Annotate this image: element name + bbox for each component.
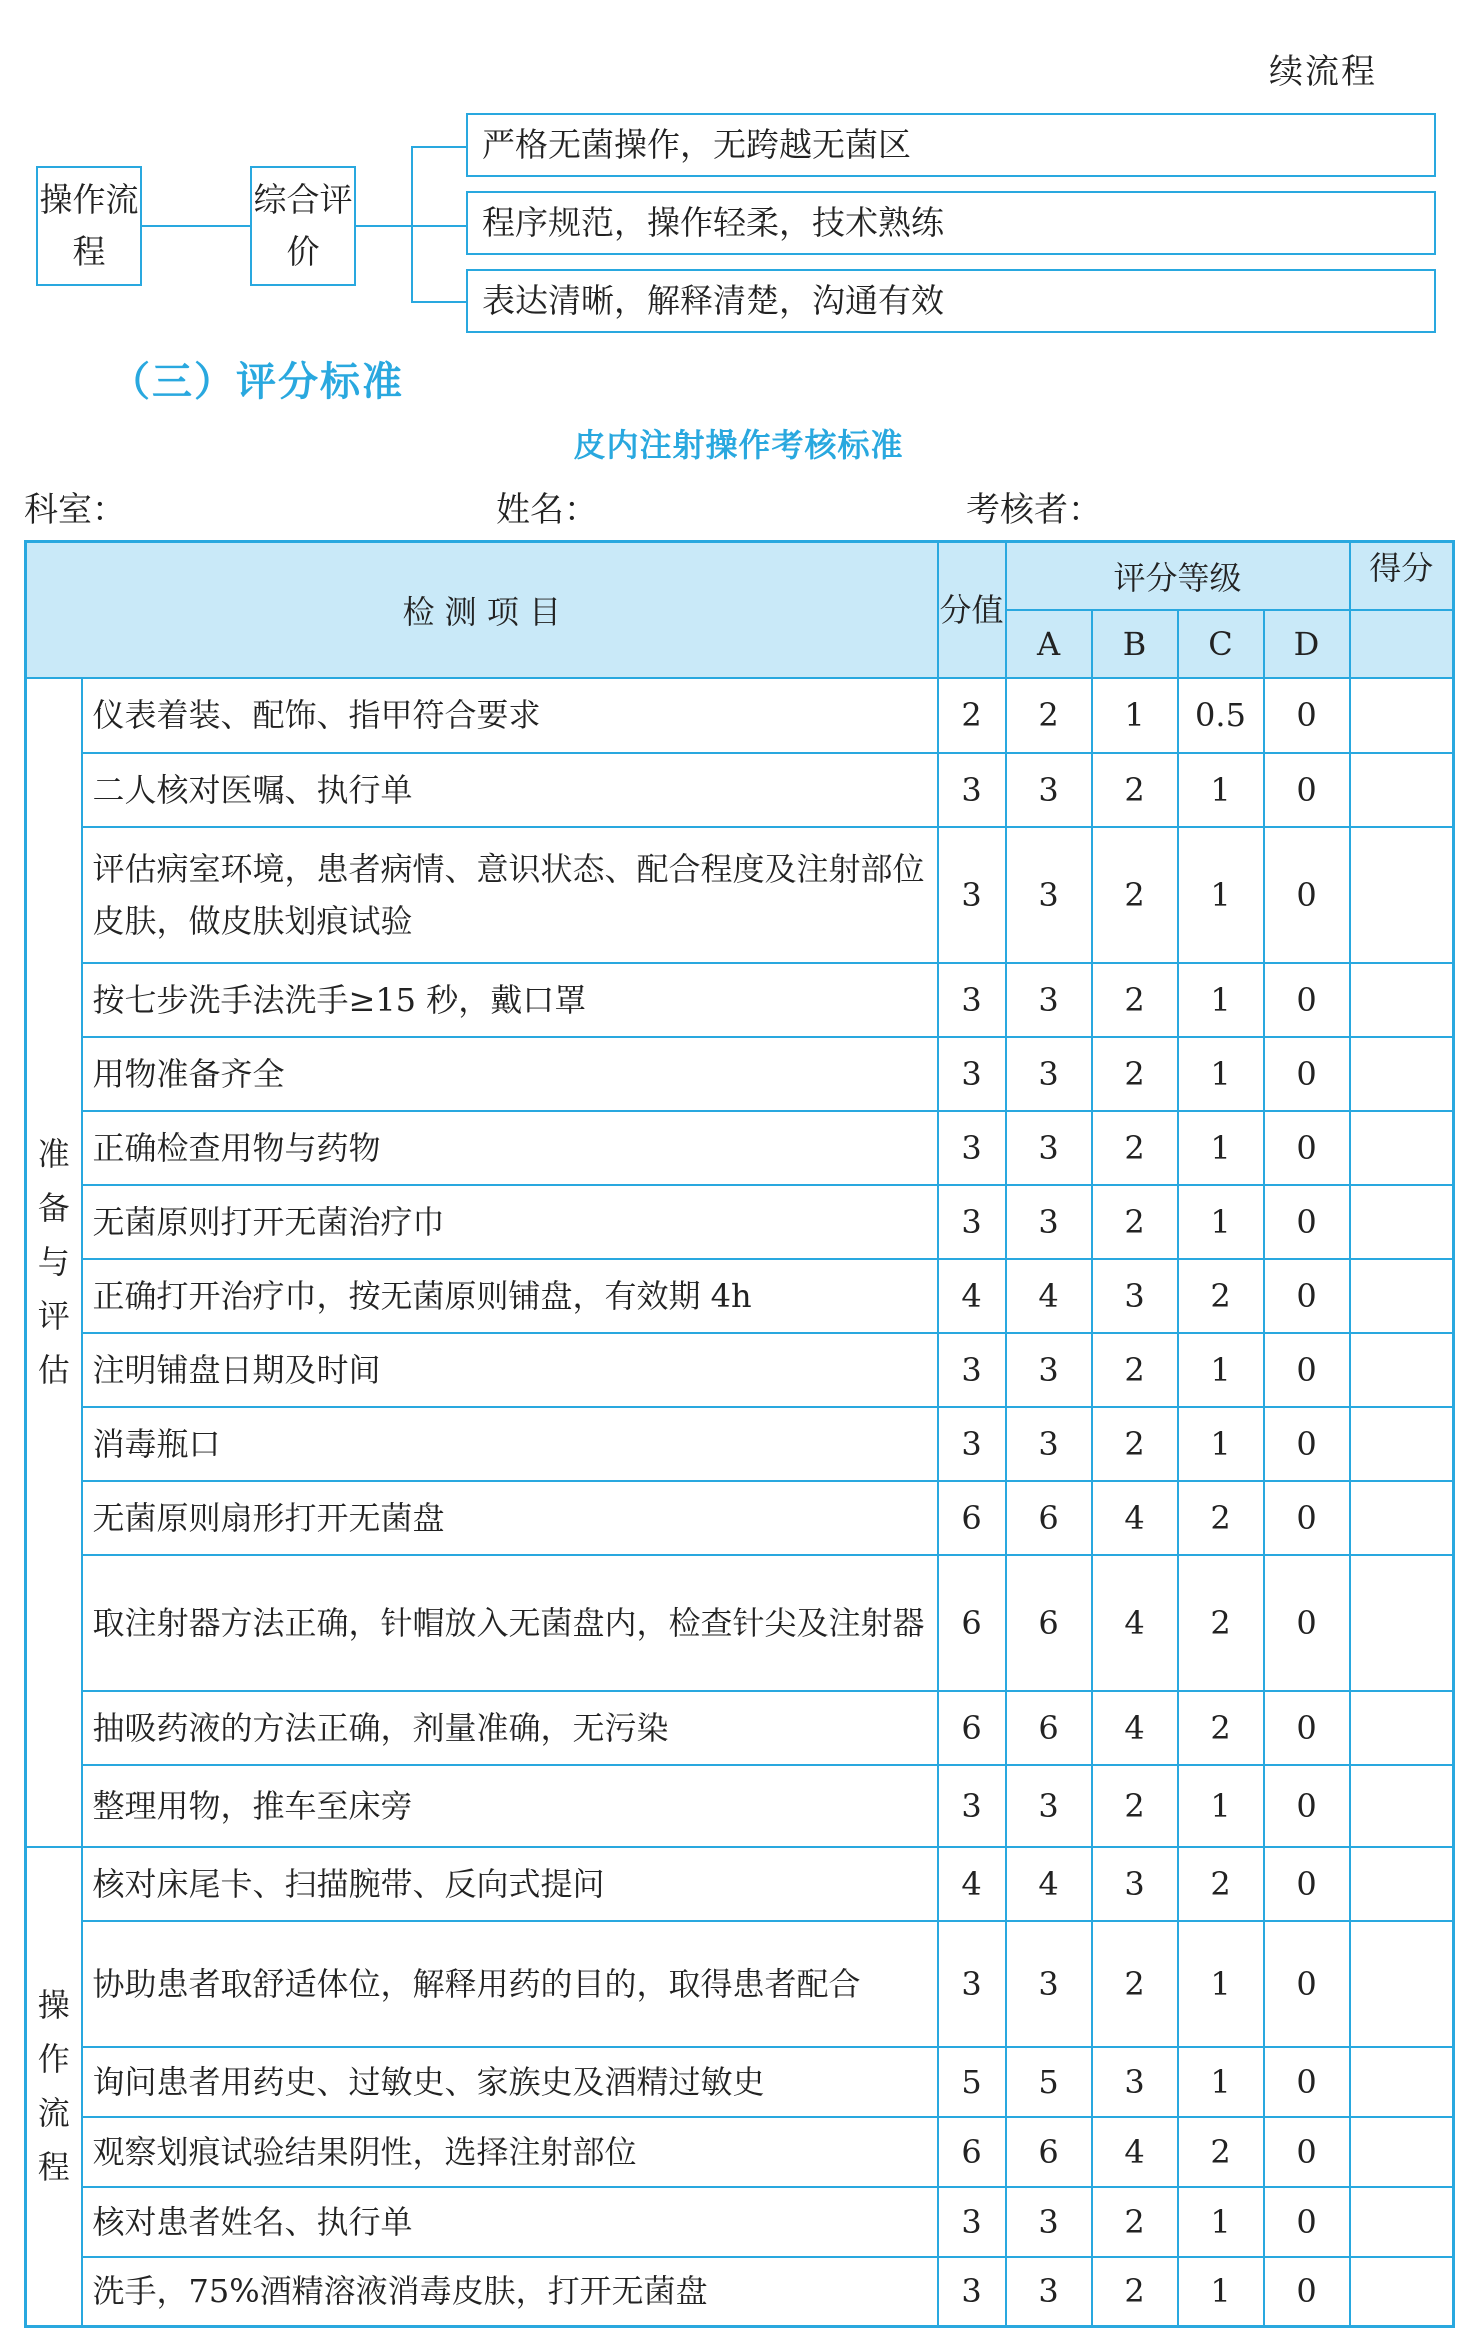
grade-c-cell: 2 <box>1178 1691 1264 1765</box>
flow-node-evaluation: 综合评价 <box>250 166 356 286</box>
category-cell: 操 作 流 程 <box>26 1847 82 2327</box>
item-cell: 协助患者取舒适体位，解释用药的目的，取得患者配合 <box>82 1921 938 2047</box>
grade-b-cell: 2 <box>1092 2187 1178 2257</box>
score-cell <box>1350 963 1454 1037</box>
item-cell: 正确检查用物与药物 <box>82 1111 938 1185</box>
score-cell <box>1350 1037 1454 1111</box>
grade-b-cell: 2 <box>1092 1921 1178 2047</box>
grade-a-cell: 3 <box>1006 1037 1092 1111</box>
header-value: 分值 <box>938 542 1006 678</box>
grade-d-cell: 0 <box>1264 1259 1350 1333</box>
item-cell: 无菌原则打开无菌治疗巾 <box>82 1185 938 1259</box>
item-cell: 二人核对医嘱、执行单 <box>82 753 938 827</box>
grade-b-cell: 2 <box>1092 1333 1178 1407</box>
grade-c-cell: 2 <box>1178 1555 1264 1691</box>
table-row <box>26 2117 1454 2187</box>
value-cell: 6 <box>938 1691 1006 1765</box>
grade-a-cell: 6 <box>1006 1481 1092 1555</box>
table-row <box>26 1481 1454 1555</box>
grade-a-cell: 3 <box>1006 1921 1092 2047</box>
grade-b-cell: 2 <box>1092 1111 1178 1185</box>
section-title: （三）评分标准 <box>110 359 404 405</box>
score-cell <box>1350 1333 1454 1407</box>
score-cell <box>1350 1407 1454 1481</box>
name-field: 姓名： <box>496 490 598 530</box>
table-row <box>26 1037 1454 1111</box>
flow-criterion: 严格无菌操作，无跨越无菌区 <box>466 113 1436 177</box>
value-cell: 4 <box>938 1847 1006 1921</box>
value-cell: 6 <box>938 1555 1006 1691</box>
flow-connector <box>142 225 250 227</box>
grade-c-cell: 1 <box>1178 1765 1264 1847</box>
item-cell: 注明铺盘日期及时间 <box>82 1333 938 1407</box>
grade-d-cell: 0 <box>1264 2257 1350 2327</box>
scoring-table <box>24 540 1455 2328</box>
grade-d-cell: 0 <box>1264 1921 1350 2047</box>
score-cell <box>1350 2047 1454 2117</box>
grade-d-cell: 0 <box>1264 827 1350 963</box>
table-row <box>26 1259 1454 1333</box>
grade-d-cell: 0 <box>1264 1111 1350 1185</box>
item-cell: 用物准备齐全 <box>82 1037 938 1111</box>
table-row <box>26 1555 1454 1691</box>
flow-criterion: 表达清晰，解释清楚，沟通有效 <box>466 269 1436 333</box>
item-cell: 消毒瓶口 <box>82 1407 938 1481</box>
grade-d-cell: 0 <box>1264 2187 1350 2257</box>
header-grade-a: A <box>1006 610 1092 678</box>
grade-b-cell: 2 <box>1092 1037 1178 1111</box>
grade-c-cell: 2 <box>1178 1259 1264 1333</box>
grade-d-cell: 0 <box>1264 2047 1350 2117</box>
grade-d-cell: 0 <box>1264 1407 1350 1481</box>
score-cell <box>1350 1555 1454 1691</box>
grade-d-cell: 0 <box>1264 1037 1350 1111</box>
table-row <box>26 827 1454 963</box>
table-title: 皮内注射操作考核标准 <box>573 426 904 464</box>
score-cell <box>1350 827 1454 963</box>
header-score: 得分 <box>1350 542 1454 610</box>
grade-d-cell: 0 <box>1264 1333 1350 1407</box>
item-cell: 按七步洗手法洗手≥15 秒，戴口罩 <box>82 963 938 1037</box>
grade-c-cell: 1 <box>1178 2257 1264 2327</box>
value-cell: 3 <box>938 963 1006 1037</box>
grade-c-cell: 0.5 <box>1178 678 1264 753</box>
grade-b-cell: 2 <box>1092 827 1178 963</box>
table-row <box>26 963 1454 1037</box>
grade-b-cell: 2 <box>1092 1185 1178 1259</box>
value-cell: 3 <box>938 1037 1006 1111</box>
grade-d-cell: 0 <box>1264 753 1350 827</box>
grade-a-cell: 3 <box>1006 1185 1092 1259</box>
flow-bracket <box>411 146 413 302</box>
grade-a-cell: 3 <box>1006 753 1092 827</box>
table-row <box>26 2047 1454 2117</box>
grade-d-cell: 0 <box>1264 1185 1350 1259</box>
item-cell: 取注射器方法正确，针帽放入无菌盘内，检查针尖及注射器 <box>82 1555 938 1691</box>
grade-a-cell: 2 <box>1006 678 1092 753</box>
score-cell <box>1350 2117 1454 2187</box>
grade-c-cell: 1 <box>1178 963 1264 1037</box>
grade-b-cell: 2 <box>1092 1765 1178 1847</box>
grade-a-cell: 3 <box>1006 2257 1092 2327</box>
grade-a-cell: 4 <box>1006 1259 1092 1333</box>
grade-d-cell: 0 <box>1264 1765 1350 1847</box>
grade-d-cell: 0 <box>1264 1691 1350 1765</box>
grade-c-cell: 1 <box>1178 1407 1264 1481</box>
table-row <box>26 2257 1454 2327</box>
grade-a-cell: 3 <box>1006 827 1092 963</box>
value-cell: 6 <box>938 1481 1006 1555</box>
value-cell: 3 <box>938 1407 1006 1481</box>
item-cell: 仪表着装、配饰、指甲符合要求 <box>82 678 938 753</box>
grade-c-cell: 2 <box>1178 2117 1264 2187</box>
grade-b-cell: 2 <box>1092 753 1178 827</box>
grade-c-cell: 1 <box>1178 1111 1264 1185</box>
score-cell <box>1350 2257 1454 2327</box>
grade-a-cell: 6 <box>1006 2117 1092 2187</box>
category-cell: 准 备 与 评 估 <box>26 678 82 1847</box>
value-cell: 3 <box>938 1921 1006 2047</box>
header-item: 检 测 项 目 <box>26 542 938 678</box>
item-cell: 整理用物，推车至床旁 <box>82 1765 938 1847</box>
value-cell: 5 <box>938 2047 1006 2117</box>
item-cell: 无菌原则扇形打开无菌盘 <box>82 1481 938 1555</box>
grade-c-cell: 1 <box>1178 2047 1264 2117</box>
item-cell: 评估病室环境，患者病情、意识状态、配合程度及注射部位皮肤，做皮肤划痕试验 <box>82 827 938 963</box>
flow-connector <box>411 146 467 148</box>
header-grade-c: C <box>1178 610 1264 678</box>
table-row <box>26 1691 1454 1765</box>
grade-c-cell: 1 <box>1178 827 1264 963</box>
value-cell: 3 <box>938 827 1006 963</box>
value-cell: 3 <box>938 1333 1006 1407</box>
grade-d-cell: 0 <box>1264 2117 1350 2187</box>
grade-c-cell: 1 <box>1178 2187 1264 2257</box>
table-row <box>26 1333 1454 1407</box>
grade-b-cell: 1 <box>1092 678 1178 753</box>
grade-a-cell: 3 <box>1006 1407 1092 1481</box>
grade-b-cell: 2 <box>1092 2257 1178 2327</box>
value-cell: 2 <box>938 678 1006 753</box>
item-cell: 观察划痕试验结果阴性，选择注射部位 <box>82 2117 938 2187</box>
grade-d-cell: 0 <box>1264 678 1350 753</box>
grade-b-cell: 4 <box>1092 2117 1178 2187</box>
grade-c-cell: 1 <box>1178 753 1264 827</box>
table-row <box>26 1765 1454 1847</box>
table-row <box>26 753 1454 827</box>
value-cell: 3 <box>938 2187 1006 2257</box>
table-row <box>26 2187 1454 2257</box>
score-cell <box>1350 2187 1454 2257</box>
grade-a-cell: 3 <box>1006 1333 1092 1407</box>
grade-a-cell: 6 <box>1006 1555 1092 1691</box>
grade-d-cell: 0 <box>1264 1481 1350 1555</box>
department-field: 科室： <box>24 490 126 530</box>
grade-a-cell: 3 <box>1006 963 1092 1037</box>
score-cell <box>1350 1481 1454 1555</box>
grade-c-cell: 1 <box>1178 1185 1264 1259</box>
item-cell: 抽吸药液的方法正确，剂量准确，无污染 <box>82 1691 938 1765</box>
grade-a-cell: 3 <box>1006 1765 1092 1847</box>
item-cell: 洗手，75%酒精溶液消毒皮肤，打开无菌盘 <box>82 2257 938 2327</box>
table-row <box>26 1185 1454 1259</box>
flow-connector <box>411 225 467 227</box>
grade-a-cell: 6 <box>1006 1691 1092 1765</box>
score-cell <box>1350 1185 1454 1259</box>
score-cell <box>1350 1111 1454 1185</box>
item-cell: 核对患者姓名、执行单 <box>82 2187 938 2257</box>
flow-connector <box>356 225 412 227</box>
value-cell: 6 <box>938 2117 1006 2187</box>
value-cell: 3 <box>938 2257 1006 2327</box>
examiner-field: 考核者： <box>966 490 1102 530</box>
table-row <box>26 1921 1454 2047</box>
grade-a-cell: 3 <box>1006 2187 1092 2257</box>
grade-b-cell: 3 <box>1092 1847 1178 1921</box>
score-cell <box>1350 753 1454 827</box>
grade-b-cell: 2 <box>1092 963 1178 1037</box>
grade-c-cell: 1 <box>1178 1037 1264 1111</box>
table-row <box>26 1847 1454 1921</box>
table-row <box>26 678 1454 753</box>
grade-c-cell: 1 <box>1178 1333 1264 1407</box>
grade-b-cell: 2 <box>1092 1407 1178 1481</box>
grade-a-cell: 4 <box>1006 1847 1092 1921</box>
score-cell <box>1350 1921 1454 2047</box>
grade-b-cell: 4 <box>1092 1481 1178 1555</box>
header-grade: 评分等级 <box>1006 542 1350 610</box>
score-cell <box>1350 1691 1454 1765</box>
header-score-blank <box>1350 610 1454 678</box>
grade-b-cell: 4 <box>1092 1555 1178 1691</box>
value-cell: 3 <box>938 753 1006 827</box>
score-cell <box>1350 678 1454 753</box>
grade-b-cell: 4 <box>1092 1691 1178 1765</box>
grade-d-cell: 0 <box>1264 1555 1350 1691</box>
header-grade-b: B <box>1092 610 1178 678</box>
grade-c-cell: 2 <box>1178 1847 1264 1921</box>
value-cell: 3 <box>938 1185 1006 1259</box>
continued-flow-label: 续流程 <box>1269 52 1377 92</box>
table-row <box>26 1407 1454 1481</box>
score-cell <box>1350 1259 1454 1333</box>
item-cell: 询问患者用药史、过敏史、家族史及酒精过敏史 <box>82 2047 938 2117</box>
grade-c-cell: 1 <box>1178 1921 1264 2047</box>
value-cell: 4 <box>938 1259 1006 1333</box>
item-cell: 正确打开治疗巾，按无菌原则铺盘，有效期 4h <box>82 1259 938 1333</box>
grade-a-cell: 5 <box>1006 2047 1092 2117</box>
item-cell: 核对床尾卡、扫描腕带、反向式提问 <box>82 1847 938 1921</box>
table-row <box>26 1111 1454 1185</box>
flow-criterion: 程序规范，操作轻柔，技术熟练 <box>466 191 1436 255</box>
grade-d-cell: 0 <box>1264 1847 1350 1921</box>
score-cell <box>1350 1765 1454 1847</box>
value-cell: 3 <box>938 1765 1006 1847</box>
flow-node-operation: 操作流程 <box>36 166 142 286</box>
grade-b-cell: 3 <box>1092 2047 1178 2117</box>
value-cell: 3 <box>938 1111 1006 1185</box>
flow-connector <box>411 301 467 303</box>
grade-d-cell: 0 <box>1264 963 1350 1037</box>
table-body <box>26 678 1454 2327</box>
grade-a-cell: 3 <box>1006 1111 1092 1185</box>
score-cell <box>1350 1847 1454 1921</box>
header-grade-d: D <box>1264 610 1350 678</box>
grade-c-cell: 2 <box>1178 1481 1264 1555</box>
grade-b-cell: 3 <box>1092 1259 1178 1333</box>
